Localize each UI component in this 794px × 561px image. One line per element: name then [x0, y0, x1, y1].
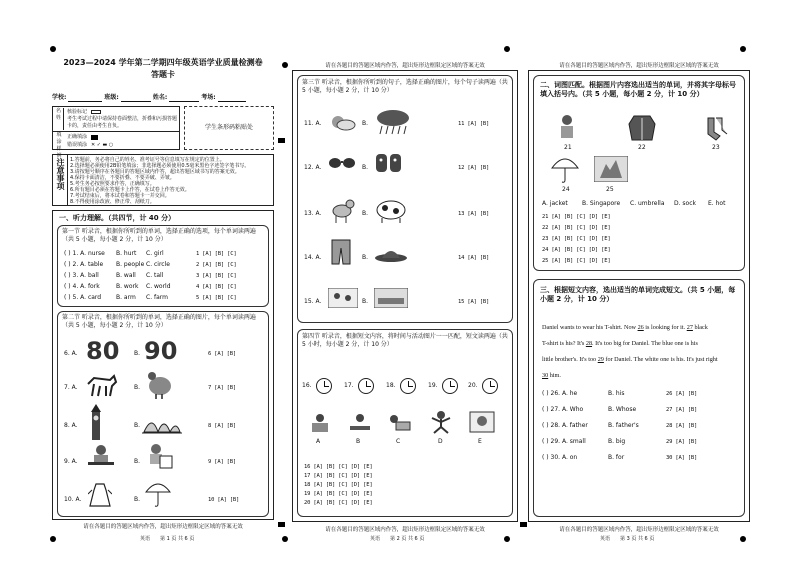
part3-sec3-box: [533, 279, 745, 517]
sec3-intro: 第三节 听录音，根据你所听到的句子，选择正确的图片，每个句子读两遍（共 5 小题，每小题 2 分，计 10 分）: [302, 79, 508, 94]
answer-2[interactable]: 2 [A] [B] [C]: [196, 262, 237, 268]
answer-1[interactable]: 1 [A] [B] [C]: [196, 251, 237, 257]
name-label: 姓名:: [152, 94, 168, 101]
panel3-bottom-banner: 请在各题目的答题区域内作答，超出矩形边框限定区域的答案无效: [559, 527, 719, 533]
corner-dot: [504, 536, 510, 542]
letter-c: C: [396, 438, 401, 445]
info-fields: [52, 94, 246, 102]
answer-13[interactable]: 13 [A] [B]: [458, 211, 490, 217]
option-c: C. umbrella: [630, 200, 665, 207]
answer-12[interactable]: 12 [A] [B]: [458, 165, 490, 171]
clock-20-icon: [482, 378, 498, 394]
q9-a-label: 9. A.: [64, 458, 78, 465]
corner-dot: [740, 536, 746, 542]
clock-18-label: 18.: [386, 382, 396, 389]
q14-b-label: B.: [362, 254, 369, 261]
fill-example-label: 填涂 样例: [56, 132, 62, 159]
q11-b-label: B.: [362, 120, 369, 127]
dress-icon: [88, 482, 112, 508]
notice-6: 6.所有题目必须在答题卡上作答，在试卷上作答无效。: [70, 187, 190, 193]
answer-9[interactable]: 9 [A] [B]: [208, 459, 237, 465]
clock-18-icon: [400, 378, 416, 394]
page-title: 2023—2024 学年第二学期四年级英语学业质量检测卷: [63, 58, 263, 67]
answer-19[interactable]: 19 [A] [B] [C] [D] [E]: [304, 491, 373, 497]
q9-b-label: B.: [134, 458, 141, 465]
panel-1: [48, 58, 278, 542]
check-line: 考生考试过程中请保持卷面整洁，折叠和污损答题卡的，责任由考生自负。: [67, 116, 178, 129]
answer-17[interactable]: 17 [A] [B] [C] [D] [E]: [304, 473, 373, 479]
sec1-row-2: ( ) 2. A. table B. people C. circle 2 [A] [B] [C]: [64, 261, 237, 268]
student-at-desk-icon: [86, 444, 116, 470]
marker-square: [278, 522, 285, 527]
clock-16-label: 16.: [302, 382, 312, 389]
answer-30[interactable]: 30 [A] [B]: [666, 455, 698, 461]
notice-8: 8.不得使用涂改液、修正带、刮纸刀。: [70, 199, 155, 205]
panel3-top-banner: 请在各题目的答题区域内作答，超出矩形边框限定区域的答案无效: [559, 63, 719, 69]
notice-3: 3.请按题号顺序在各题目的答题区域内作答，超出答题区域书写的答案无效。: [70, 169, 240, 175]
q11-a-label: 11. A.: [304, 120, 322, 127]
hat-icon: [374, 244, 408, 264]
corner-dot: [282, 62, 288, 68]
sec3-box: [297, 75, 513, 323]
q13-a-label: 13. A.: [304, 210, 322, 217]
corner-dot: [50, 536, 56, 542]
sec1-row-4: ( ) 4. A. fork B. work C. world 4 [A] [B] [C]: [64, 283, 237, 290]
answer-15[interactable]: 15 [A] [B]: [458, 299, 490, 305]
pic-num-21: 21: [564, 144, 572, 151]
q7-b-label: B.: [134, 384, 141, 391]
clock-19-icon: [442, 378, 458, 394]
corner-dot: [50, 46, 56, 52]
notice-4: 4.保持卡面清洁，不要折叠、不要弄破、弄皱。: [70, 175, 175, 181]
footer-page-2: 英语 第 2 页 共 6 页: [370, 536, 425, 542]
option-b: B. Singapore: [582, 200, 621, 207]
q8-b-label: B.: [134, 422, 141, 429]
correct-fill-mark: [91, 135, 98, 140]
answer-7[interactable]: 7 [A] [B]: [208, 385, 237, 391]
rain-cloud-icon: [374, 108, 412, 136]
part1-title: 一、听力理解。（共四节，计 40 分）: [59, 214, 176, 222]
sec4-intro: 第四节 听录音，根据短文内容，将时间与活动图片一一匹配，短文读两遍（共 5 小时，每小题 2 分，计 10 分）: [302, 333, 508, 348]
answer-6[interactable]: 6 [A] [B]: [208, 351, 237, 357]
part3-sec2-title: 二、词图匹配。根据图片内容选出适当的单词，并将其字母标号填入括号内。（共 5 小题，每小题 2 分，计 10 分）: [540, 81, 736, 98]
wrong-fill-marks: ✕ ✓ ▬ ○: [91, 142, 114, 148]
number-90-image: 90: [144, 337, 178, 365]
activity-b-icon: [348, 412, 372, 434]
singapore-merlion-icon: [594, 156, 628, 182]
answer-28[interactable]: 28 [A] [B]: [666, 423, 698, 429]
barcode-area: 学生条形码粘贴处: [184, 106, 274, 150]
clock-17-icon: [358, 378, 374, 394]
pic-num-23: 23: [712, 144, 720, 151]
q10-b-label: B.: [134, 496, 141, 503]
sec4-box: [297, 329, 513, 517]
big-ben-icon: [88, 404, 104, 440]
sec1-row-1: ( ) 1. A. nurse B. hurt C. girl 1 [A] [B] [C]: [64, 250, 237, 257]
letter-b: B: [356, 438, 361, 445]
options-row: [542, 200, 738, 208]
hen-icon: [144, 368, 174, 400]
activity-e-icon: [468, 410, 496, 434]
sec2-intro: 第二节 听录音，根据你所听到的单词，选择正确的图片，每个单词读两遍（共 5 小题，每小题 2 分，计 10 分）: [62, 314, 256, 329]
panel-3: [528, 70, 750, 522]
letter-a: A: [316, 438, 321, 445]
cow-icon: [374, 196, 408, 224]
clock-16-icon: [316, 378, 332, 394]
activity-a-icon: [308, 412, 332, 434]
answer-18[interactable]: 18 [A] [B] [C] [D] [E]: [304, 482, 373, 488]
clock-17-label: 17.: [344, 382, 354, 389]
correct-fill-label: 正确填涂: [67, 134, 88, 140]
sun-cloud-icon: [328, 112, 356, 132]
answer-16[interactable]: 16 [A] [B] [C] [D] [E]: [304, 464, 373, 470]
footer-page-1: 英语 第 1 页 共 6 页: [140, 536, 195, 542]
wrong-fill-label: 错误填涂: [67, 142, 88, 148]
goat-icon: [328, 196, 356, 224]
passage: Daniel wants to wear his T-shirt. Now 26 is looking for it. 27 black T-shirt is his? It's 28. It's too big for Daniel. The blue one is his little brother's. It's too 29 for Daniel. The white one is his. It's just right 30 him.: [542, 324, 718, 379]
answer-25[interactable]: 25 [A] [B] [C] [D] [E]: [542, 258, 611, 264]
letter-e: E: [478, 438, 482, 445]
notice-box: [52, 154, 274, 206]
answer-21[interactable]: 21 [A] [B] [C] [D] [E]: [542, 214, 611, 220]
q6-b-label: B.: [134, 350, 141, 357]
child-drawing-icon: [144, 442, 174, 470]
q27-row: ( ) 27. A. Who B. Whose 27 [A] [B]: [542, 406, 698, 413]
sec1-box: [57, 225, 269, 307]
answer-26[interactable]: 26 [A] [B]: [666, 391, 698, 397]
activity-c-icon: [386, 412, 412, 434]
mittens-icon: [374, 150, 404, 176]
part1-box: [52, 210, 274, 520]
hot-person-icon: [558, 114, 576, 140]
clock-20-label: 20.: [468, 382, 478, 389]
q6-a-label: 6. A.: [64, 350, 78, 357]
pic-num-25: 25: [606, 186, 614, 193]
part3-sec2-box: [533, 75, 745, 271]
notice-2: 2.选择题必须使用2B铅笔填涂；非选择题必须使用0.5毫米黑色字迹签字笔书写。: [70, 163, 250, 169]
q15-a-label: 15. A.: [304, 298, 322, 305]
sec2-box: [57, 311, 269, 517]
room-label: 考场:: [201, 94, 216, 101]
q7-a-label: 7. A.: [64, 384, 78, 391]
kids-playing-icon: [328, 288, 358, 308]
marker-square: [278, 138, 285, 143]
option-e: E. hot: [708, 200, 726, 207]
part3-sec3-title: 三、根据短文内容，选出适当的单词完成短文。（共 5 小题，每小题 2 分，计 10 分）: [540, 286, 736, 303]
answer-8[interactable]: 8 [A] [B]: [208, 423, 237, 429]
answer-4[interactable]: 4 [A] [B] [C]: [196, 284, 237, 290]
q13-b-label: B.: [362, 210, 369, 217]
zebra-icon: [84, 372, 118, 398]
answer-20[interactable]: 20 [A] [B] [C] [D] [E]: [304, 500, 373, 506]
corner-dot: [282, 536, 288, 542]
answer-14[interactable]: 14 [A] [B]: [458, 255, 490, 261]
page-subtitle: 答题卡: [151, 70, 175, 79]
q12-a-label: 12. A.: [304, 164, 322, 171]
class-label: 班级:: [104, 94, 119, 101]
panel1-bottom-banner: 请在各题目的答题区域内作答，超出矩形边框限定区域的答案无效: [83, 524, 243, 530]
pic-num-24: 24: [562, 186, 570, 193]
sec1-row-5: ( ) 5. A. card B. arm C. farm 5 [A] [B] [C]: [64, 294, 237, 301]
umbrella-icon: [144, 480, 172, 508]
answer-29[interactable]: 29 [A] [B]: [666, 439, 698, 445]
answer-5[interactable]: 5 [A] [B] [C]: [196, 295, 237, 301]
name-box-label: 名: [55, 108, 61, 114]
q14-a-label: 14. A.: [304, 254, 322, 261]
option-d: D. sock: [674, 200, 697, 207]
panel2-bottom-banner: 请在各题目的答题区域内作答，超出矩形边框限定区域的答案无效: [325, 527, 485, 533]
check-label: 核验标记: [67, 109, 88, 115]
q10-a-label: 10. A.: [64, 496, 82, 503]
socks-icon: [704, 116, 728, 142]
clock-19-label: 19.: [428, 382, 438, 389]
pic-num-22: 22: [638, 144, 646, 151]
answer-27[interactable]: 27 [A] [B]: [666, 407, 698, 413]
panel-2: [292, 70, 518, 522]
option-a: A. jacket: [542, 200, 568, 207]
umbrella-icon: [550, 154, 580, 184]
q30-row: ( ) 30. A. on B. for 30 [A] [B]: [542, 454, 698, 461]
answer-11[interactable]: 11 [A] [B]: [458, 121, 490, 127]
corner-dot: [504, 46, 510, 52]
q12-b-label: B.: [362, 164, 369, 171]
notice-7: 7.考试结束后，将本试卷和答题卡一并交回。: [70, 193, 170, 199]
q28-row: ( ) 28. A. father B. father's 28 [A] [B]: [542, 422, 698, 429]
q29-row: ( ) 29. A. small B. big 29 [A] [B]: [542, 438, 698, 445]
classroom-icon: [374, 288, 408, 308]
school-label: 学校:: [52, 94, 67, 101]
marker-square: [520, 522, 527, 527]
activity-d-icon: [428, 410, 454, 434]
q8-a-label: 8. A.: [64, 422, 78, 429]
opera-house-icon: [142, 412, 182, 436]
jacket-icon: [628, 114, 656, 142]
q15-b-label: B.: [362, 298, 369, 305]
footer-page-3: 英语 第 3 页 共 6 页: [600, 536, 655, 542]
q26-row: ( ) 26. A. he B. his 26 [A] [B]: [542, 390, 698, 397]
number-80-image: 80: [86, 337, 120, 365]
answer-24[interactable]: 24 [A] [B] [C] [D] [E]: [542, 247, 611, 253]
answer-23[interactable]: 23 [A] [B] [C] [D] [E]: [542, 236, 611, 242]
notice-5: 5.考生务必按照要求作答，正确填写。: [70, 181, 155, 187]
answer-3[interactable]: 3 [A] [B] [C]: [196, 273, 237, 279]
corner-dot: [740, 46, 746, 52]
notice-1: 1.答题前，务必将自己的姓名、准考证号等信息填写在规定的位置上。: [70, 157, 225, 163]
check-box[interactable]: [91, 110, 101, 114]
sunglasses-icon: [328, 156, 356, 170]
panel2-top-banner: 请在各题目的答题区域内作答，超出矩形边框限定区域的答案无效: [325, 63, 485, 69]
sec1-intro: 第一节 听录音，根据你所听到的单词，选择正确的选项，每个单词读两遍（共 5 小题，每小题 2 分，计 10 分）: [62, 228, 256, 243]
sec1-row-3: ( ) 3. A. ball B. wall C. tall 3 [A] [B] [C]: [64, 272, 237, 279]
answer-22[interactable]: 22 [A] [B] [C] [D] [E]: [542, 225, 611, 231]
letter-d: D: [438, 438, 443, 445]
shorts-icon: [330, 238, 352, 268]
candidate-info-box: 名 姓 核验标记 考生考试过程中请保持卷面整洁，折叠和污损答题卡的，责任由考生自负。 填涂 样例 正确填涂 错误填涂 ✕ ✓ ▬ ○: [52, 106, 180, 150]
answer-10[interactable]: 10 [A] [B]: [208, 497, 240, 503]
notice-title: 注意事项: [56, 158, 65, 190]
